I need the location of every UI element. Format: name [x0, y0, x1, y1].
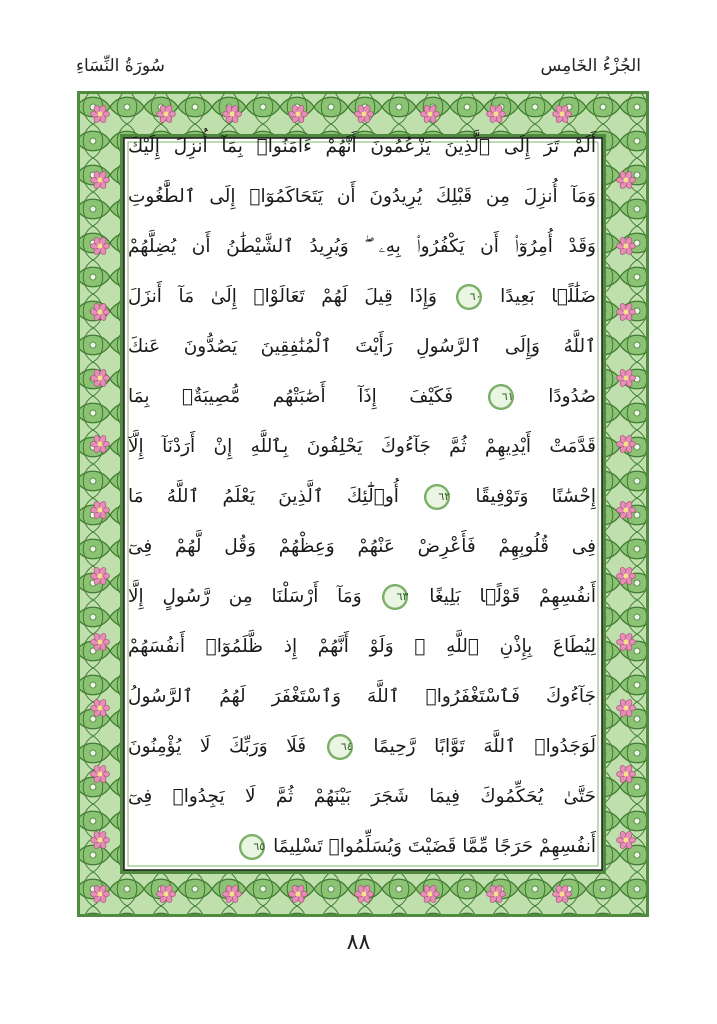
- flower-ornament-icon: [617, 500, 636, 519]
- flower-ornament-icon: [91, 764, 110, 783]
- flower-ornament-icon: [617, 830, 636, 849]
- surah-header: سُورَةُ النِّسَاءِ: [76, 56, 165, 76]
- flower-ornament-icon: [91, 170, 110, 189]
- flower-ornament-icon: [617, 632, 636, 651]
- flower-ornament-icon: [617, 698, 636, 717]
- page-number: ٨٨: [346, 930, 371, 955]
- flower-ornament-icon: [91, 500, 110, 519]
- flower-ornament-icon: [421, 104, 440, 123]
- ayah-number-marker: ٦١: [488, 384, 514, 410]
- flower-ornament-icon: [553, 884, 572, 903]
- flower-ornament-icon: [91, 104, 110, 123]
- flower-ornament-icon: [617, 170, 636, 189]
- verse-line: ضَلَٰلًۢا بَعِيدًا ٦٠ وَإِذَا قِيلَ لَهُمْ تَعَالَوْا۟ إِلَىٰ مَآ أَنزَلَ: [128, 278, 596, 316]
- flower-ornament-icon: [91, 830, 110, 849]
- verse-line: أَنفُسِهِمْ قَوْلًۢا بَلِيغًا ٦٣ وَمَآ أَرْسَلْنَا مِن رَّسُولٍ إِلَّا: [128, 578, 596, 616]
- verse-line: قَدَّمَتْ أَيْدِيهِمْ ثُمَّ جَآءُوكَ يَحْلِفُونَ بِٱللَّهِ إِنْ أَرَدْنَآ إِلَّآ: [128, 436, 596, 457]
- flower-ornament-icon: [553, 104, 572, 123]
- flower-ornament-icon: [223, 104, 242, 123]
- flower-ornament-icon: [617, 368, 636, 387]
- ayah-number-marker: ٦٠: [456, 284, 482, 310]
- flower-ornament-icon: [617, 434, 636, 453]
- flower-ornament-icon: [289, 884, 308, 903]
- verse-line: جَآءُوكَ فَٱسْتَغْفَرُوا۟ ٱللَّهَ وَٱسْتَغْفَرَ لَهُمُ ٱلرَّسُولُ: [128, 686, 596, 707]
- verse-line: لِيُطَاعَ بِإِذْنِ ٱللَّهِ ۚ وَلَوْ أَنَّهُمْ إِذ ظَّلَمُوٓا۟ أَنفُسَهُمْ: [128, 636, 596, 657]
- verse-line: إِحْسَٰنًا وَتَوْفِيقًا ٦٢ أُو۟لَٰٓئِكَ ٱلَّذِينَ يَعْلَمُ ٱللَّهُ مَا: [128, 478, 596, 516]
- flower-ornament-icon: [91, 368, 110, 387]
- text-block: [128, 128, 596, 880]
- flower-ornament-icon: [223, 884, 242, 903]
- flower-ornament-icon: [617, 302, 636, 321]
- verse-line: حَتَّىٰ يُحَكِّمُوكَ فِيمَا شَجَرَ بَيْنَهُمْ ثُمَّ لَا يَجِدُوا۟ فِىٓ: [128, 786, 596, 807]
- ayah-number-marker: ٦٢: [424, 484, 450, 510]
- flower-ornament-icon: [91, 698, 110, 717]
- verse-line: أَنفُسِهِمْ حَرَجًا مِّمَّا قَضَيْتَ وَيُسَلِّمُوا۟ تَسْلِيمًا ٦٥: [128, 828, 596, 866]
- juz-header: الجُزْءُ الخَامِس: [540, 56, 641, 76]
- flower-ornament-icon: [617, 764, 636, 783]
- verse-line: فِى قُلُوبِهِمْ فَأَعْرِضْ عَنْهُمْ وَعِظْهُمْ وَقُل لَّهُمْ فِىٓ: [128, 536, 596, 557]
- flower-ornament-icon: [91, 884, 110, 903]
- flower-ornament-icon: [157, 884, 176, 903]
- flower-ornament-icon: [487, 104, 506, 123]
- flower-ornament-icon: [487, 884, 506, 903]
- ayah-number-marker: ٦٣: [382, 584, 408, 610]
- verse-line: ٱللَّهُ وَإِلَى ٱلرَّسُولِ رَأَيْتَ ٱلْمُنَٰفِقِينَ يَصُدُّونَ عَنكَ: [128, 336, 596, 357]
- ayah-number-marker: ٦٥: [239, 834, 265, 860]
- verse-line: أَلَمْ تَرَ إِلَى ٱلَّذِينَ يَزْعُمُونَ أَنَّهُمْ ءَامَنُوا۟ بِمَآ أُنزِلَ إِلَيْكَ: [128, 136, 596, 157]
- verse-line: وَمَآ أُنزِلَ مِن قَبْلِكَ يُرِيدُونَ أَن يَتَحَاكَمُوٓا۟ إِلَى ٱلطَّٰغُوتِ: [128, 186, 596, 207]
- flower-ornament-icon: [91, 632, 110, 651]
- flower-ornament-icon: [355, 104, 374, 123]
- flower-ornament-icon: [91, 434, 110, 453]
- verse-line: صُدُودًا ٦١ فَكَيْفَ إِذَآ أَصَٰبَتْهُم مُّصِيبَةٌۢ بِمَا: [128, 378, 596, 416]
- flower-ornament-icon: [91, 302, 110, 321]
- flower-ornament-icon: [421, 884, 440, 903]
- flower-ornament-icon: [617, 566, 636, 585]
- flower-ornament-icon: [289, 104, 308, 123]
- ayah-number-marker: ٦٤: [327, 734, 353, 760]
- verse-line: لَوَجَدُوا۟ ٱللَّهَ تَوَّابًا رَّحِيمًا ٦٤ فَلَا وَرَبِّكَ لَا يُؤْمِنُونَ: [128, 728, 596, 766]
- verse-line: وَقَدْ أُمِرُوٓا۟ أَن يَكْفُرُوا۟ بِهِۦ ۖ وَيُرِيدُ ٱلشَّيْطَٰنُ أَن يُضِلَّهُمْ: [128, 236, 596, 257]
- flower-ornament-icon: [355, 884, 374, 903]
- flower-ornament-icon: [91, 236, 110, 255]
- flower-ornament-icon: [157, 104, 176, 123]
- flower-ornament-icon: [91, 566, 110, 585]
- flower-ornament-icon: [617, 236, 636, 255]
